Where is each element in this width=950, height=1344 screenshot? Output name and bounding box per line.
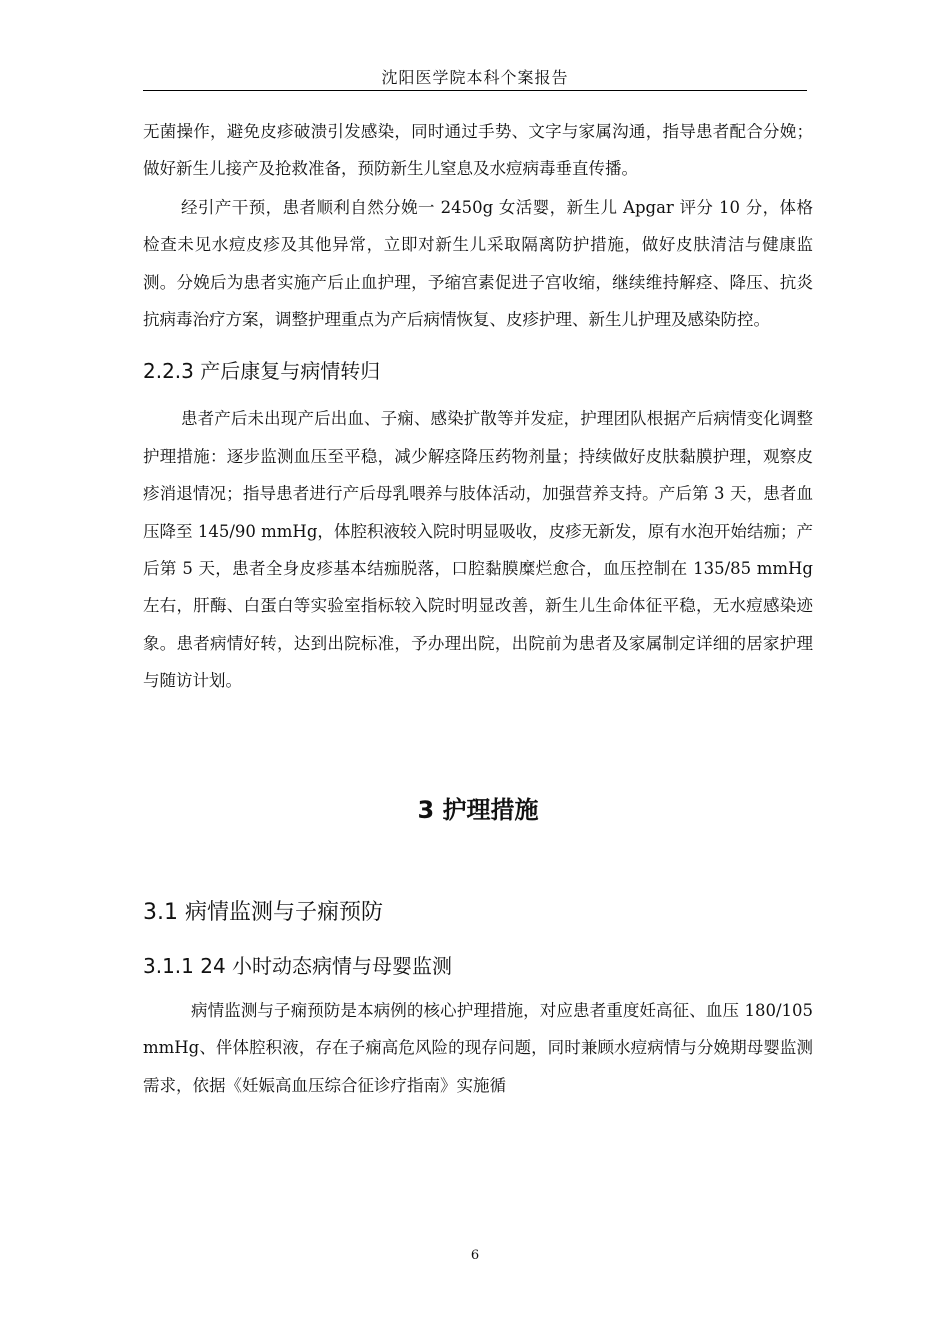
paragraph-monitoring: 病情监测与子痫预防是本病例的核心护理措施，对应患者重度妊高征、血压 180/105 mmHg、伴体腔积液，存在子痫高危风险的现存问题，同时兼顾水痘病情与分娩期母婴监测需求，依据《妊娠高血压综合征诊疗指南》实施循	[143, 1000, 813, 1095]
paragraph-delivery: 经引产干预，患者顺利自然分娩一 2450g 女活婴，新生儿 Apgar 评分 10 分，体格检查未见水痘皮疹及其他异常，立即对新生儿采取隔离防护措施，做好皮肤清洁与健康监测。分娩后为患者实施产后止血护理，予缩宫素促进子宫收缩，继续维持解痉、降压、抗炎抗病毒治疗方案，调整护理重点为产后病情恢复、皮疹护理、新生儿护理及感染防控。	[143, 197, 813, 330]
header-title: 沈阳医学院本科个案报告	[381, 68, 569, 87]
running-header	[143, 66, 807, 91]
section-heading-2-2-3: 2.2.3 产后康复与病情转归	[143, 359, 381, 384]
page-footer	[0, 1247, 950, 1265]
chapter-heading-3: 3 护理措施	[417, 795, 539, 824]
section-heading-3-1: 3.1 病情监测与子痫预防	[143, 899, 383, 925]
paragraph-continued: 无菌操作，避免皮疹破溃引发感染，同时通过手势、文字与家属沟通，指导患者配合分娩；做好新生儿接产及抢救准备，预防新生儿窒息及水痘病毒垂直传播。	[143, 122, 813, 179]
page-number: 6	[470, 1248, 480, 1263]
paragraph-postpartum-recovery: 患者产后未出现产后出血、子痫、感染扩散等并发症，护理团队根据产后病情变化调整护理措施：逐步监测血压至平稳，减少解痉降压药物剂量；持续做好皮肤黏膜护理，观察皮疹消退情况；指导患者进行产后母乳喂养与肢体活动，加强营养支持。产后第 3 天，患者血压降至 145/90 mmHg，体腔积液较入院时明显吸收，皮疹无新发，原有水泡开始结痂；产后第 5 天，患者全身皮疹基本结痂脱落，口腔黏膜糜烂愈合，血压控制在 135/85 mmHg 左右，肝酶、白蛋白等实验室指标较入院时明显改善，新生儿生命体征平稳，无水痘感染迹象。患者病情好转，达到出院标准，予办理出院，出院前为患者及家属制定详细的居家护理与随访计划。	[143, 409, 813, 691]
document-body	[143, 113, 813, 1104]
section-heading-3-1-1: 3.1.1 24 小时动态病情与母婴监测	[143, 953, 453, 978]
